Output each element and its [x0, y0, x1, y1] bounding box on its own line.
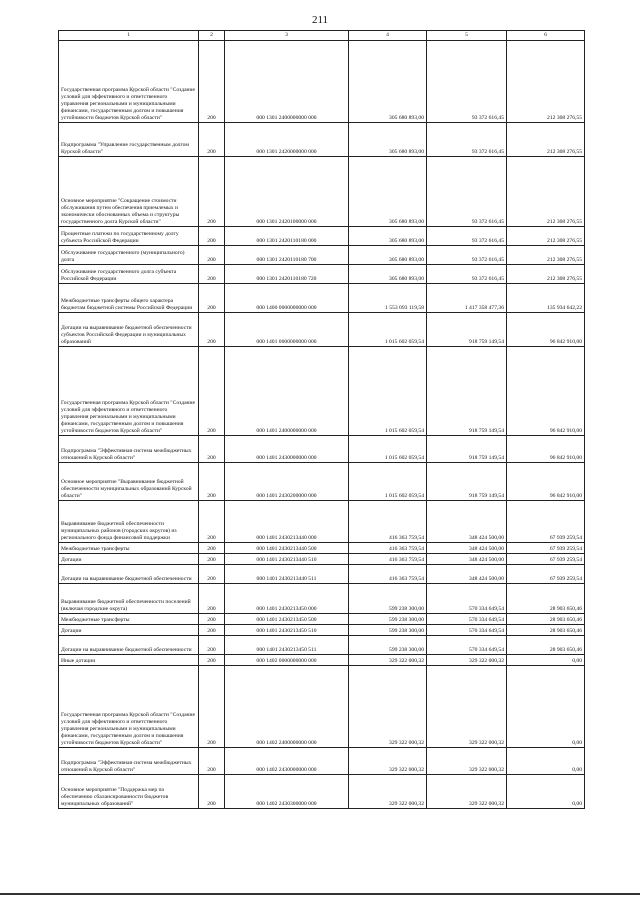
table-row — [59, 748, 585, 775]
row-approved-amount: 329 322 000,32 — [349, 655, 427, 666]
table-body — [59, 41, 585, 809]
row-unexecuted-amount: 212 308 276,55 — [507, 157, 585, 227]
row-name: Иные дотации — [59, 655, 199, 666]
row-budget-classification-code: 000 1401 2430200000 000 — [225, 463, 349, 501]
table-row — [59, 265, 585, 284]
row-executed-amount: 570 334 649,54 — [427, 584, 507, 614]
row-approved-amount: 305 680 893,00 — [349, 246, 427, 265]
table-row — [59, 584, 585, 614]
row-admin-code: 200 — [199, 543, 225, 554]
row-name: Дотации на выравнивание бюджетной обеспеченности — [59, 565, 199, 584]
row-name: Межбюджетные трансферты общего характера бюджетам бюджетной системы Российской Федерации — [59, 284, 199, 313]
row-unexecuted-amount: 28 903 650,46 — [507, 625, 585, 636]
row-unexecuted-amount: 0,00 — [507, 655, 585, 666]
column-header-2: 2 — [199, 31, 225, 41]
row-budget-classification-code: 000 1401 2430213440 510 — [225, 554, 349, 565]
row-budget-classification-code: 000 1402 0000000000 000 — [225, 655, 349, 666]
row-name: Дотации на выравнивание бюджетной обеспеченности субъектов Российской Федерации и муниципальных образований — [59, 313, 199, 347]
row-admin-code: 200 — [199, 636, 225, 655]
table-row — [59, 554, 585, 565]
row-budget-classification-code: 000 1401 2430213440 511 — [225, 565, 349, 584]
row-unexecuted-amount: 96 842 910,00 — [507, 313, 585, 347]
row-executed-amount: 570 334 649,54 — [427, 614, 507, 625]
table-row — [59, 501, 585, 543]
row-admin-code: 200 — [199, 265, 225, 284]
row-executed-amount: 348 424 500,00 — [427, 565, 507, 584]
row-name: Процентные платежи по государственному долгу субъекта Российской Федерации — [59, 227, 199, 246]
row-admin-code: 200 — [199, 227, 225, 246]
row-approved-amount: 416 363 759,54 — [349, 554, 427, 565]
row-admin-code: 200 — [199, 625, 225, 636]
row-executed-amount: 918 759 149,54 — [427, 463, 507, 501]
table-row — [59, 565, 585, 584]
column-header-3: 3 — [225, 31, 349, 41]
table-row — [59, 543, 585, 554]
row-approved-amount: 416 363 759,54 — [349, 501, 427, 543]
row-name: Выравнивание бюджетной обеспеченности поселений (включая городские округа) — [59, 584, 199, 614]
row-name: Основное мероприятие "Поддержка мер по обеспечению сбалансированности бюджетов муниципальных образований" — [59, 775, 199, 809]
table-row — [59, 313, 585, 347]
row-admin-code: 200 — [199, 775, 225, 809]
row-executed-amount: 348 424 500,00 — [427, 501, 507, 543]
row-admin-code: 200 — [199, 157, 225, 227]
table-row — [59, 636, 585, 655]
row-executed-amount: 93 372 616,45 — [427, 157, 507, 227]
row-approved-amount: 1 015 602 059,54 — [349, 463, 427, 501]
row-admin-code: 200 — [199, 748, 225, 775]
row-unexecuted-amount: 96 842 910,00 — [507, 436, 585, 463]
row-name: Государственная программа Курской области "Создание условий для эффективного и ответственного управления региональными и муниципальными финансами, государственным долгом и повышения устойчивости бюджетов Курской области" — [59, 666, 199, 748]
row-budget-classification-code: 000 1401 2430213440 500 — [225, 543, 349, 554]
row-unexecuted-amount: 28 903 650,46 — [507, 584, 585, 614]
row-unexecuted-amount: 28 903 650,46 — [507, 614, 585, 625]
row-budget-classification-code: 000 1301 2400000000 000 — [225, 41, 349, 123]
row-executed-amount: 1 417 358 477,36 — [427, 284, 507, 313]
row-executed-amount: 93 372 616,45 — [427, 246, 507, 265]
row-unexecuted-amount: 67 939 259,54 — [507, 565, 585, 584]
table-row — [59, 284, 585, 313]
row-approved-amount: 1 553 093 119,58 — [349, 284, 427, 313]
row-name: Подпрограмма "Эффективная система межбюджетных отношений в Курской области" — [59, 436, 199, 463]
row-admin-code: 200 — [199, 584, 225, 614]
row-executed-amount: 329 322 000,32 — [427, 748, 507, 775]
row-approved-amount: 599 238 300,00 — [349, 625, 427, 636]
row-approved-amount: 305 680 893,00 — [349, 227, 427, 246]
row-name: Основное мероприятие "Выравнивание бюджетной обеспеченности муниципальных образований Курской области" — [59, 463, 199, 501]
row-admin-code: 200 — [199, 123, 225, 157]
row-budget-classification-code: 000 1301 2420110180 720 — [225, 265, 349, 284]
row-name: Основное мероприятие "Сокращение стоимости обслуживания путем обеспечения приемлемых и экономически обоснованных объема и структуры государственного долга Курской области" — [59, 157, 199, 227]
row-approved-amount: 1 015 602 059,54 — [349, 347, 427, 436]
row-admin-code: 200 — [199, 463, 225, 501]
row-executed-amount: 93 372 616,45 — [427, 265, 507, 284]
row-unexecuted-amount: 212 308 276,55 — [507, 265, 585, 284]
row-admin-code: 200 — [199, 666, 225, 748]
row-admin-code: 200 — [199, 614, 225, 625]
row-admin-code: 200 — [199, 246, 225, 265]
row-unexecuted-amount: 212 308 276,55 — [507, 41, 585, 123]
page-number: 211 — [311, 14, 329, 26]
table-row — [59, 775, 585, 809]
row-budget-classification-code: 000 1301 2420110180 000 — [225, 227, 349, 246]
row-budget-classification-code: 000 1402 2430000000 000 — [225, 748, 349, 775]
column-header-5: 5 — [427, 31, 507, 41]
row-approved-amount: 416 363 759,54 — [349, 565, 427, 584]
row-admin-code: 200 — [199, 565, 225, 584]
table-row — [59, 157, 585, 227]
row-executed-amount: 918 759 149,54 — [427, 436, 507, 463]
column-number-header-row — [59, 31, 585, 41]
row-unexecuted-amount: 0,00 — [507, 748, 585, 775]
page-bottom-rule — [0, 893, 640, 895]
row-admin-code: 200 — [199, 655, 225, 666]
row-unexecuted-amount: 67 939 259,54 — [507, 554, 585, 565]
row-budget-classification-code: 000 1401 2430213450 000 — [225, 584, 349, 614]
table-row — [59, 41, 585, 123]
row-unexecuted-amount: 0,00 — [507, 666, 585, 748]
row-admin-code: 200 — [199, 554, 225, 565]
column-header-1: 1 — [59, 31, 199, 41]
row-unexecuted-amount: 135 934 642,22 — [507, 284, 585, 313]
row-approved-amount: 1 015 602 059,54 — [349, 313, 427, 347]
row-admin-code: 200 — [199, 347, 225, 436]
row-executed-amount: 348 424 500,00 — [427, 554, 507, 565]
row-unexecuted-amount: 212 308 276,55 — [507, 123, 585, 157]
row-admin-code: 200 — [199, 501, 225, 543]
row-budget-classification-code: 000 1402 2400000000 000 — [225, 666, 349, 748]
row-name: Государственная программа Курской области "Создание условий для эффективного и ответственного управления региональными и муниципальными финансами, государственным долгом и повышения устойчивости бюджетов Курской области" — [59, 41, 199, 123]
row-approved-amount: 329 322 000,32 — [349, 748, 427, 775]
row-unexecuted-amount: 96 842 910,00 — [507, 463, 585, 501]
row-unexecuted-amount: 0,00 — [507, 775, 585, 809]
row-name: Обслуживание государственного долга субъекта Российской Федерации — [59, 265, 199, 284]
row-name: Подпрограмма "Эффективная система межбюджетных отношений в Курской области" — [59, 748, 199, 775]
row-name: Межбюджетные трансферты — [59, 614, 199, 625]
row-unexecuted-amount: 96 842 910,00 — [507, 347, 585, 436]
row-budget-classification-code: 000 1401 2430213450 500 — [225, 614, 349, 625]
row-admin-code: 200 — [199, 436, 225, 463]
row-budget-classification-code: 000 1301 2420100000 000 — [225, 157, 349, 227]
table-row — [59, 625, 585, 636]
table-row — [59, 246, 585, 265]
row-budget-classification-code: 000 1402 2430300000 000 — [225, 775, 349, 809]
row-admin-code: 200 — [199, 284, 225, 313]
column-header-4: 4 — [349, 31, 427, 41]
row-name: Межбюджетные трансферты — [59, 543, 199, 554]
row-executed-amount: 93 372 616,45 — [427, 41, 507, 123]
row-budget-classification-code: 000 1400 0000000000 000 — [225, 284, 349, 313]
budget-execution-table — [58, 30, 585, 809]
row-approved-amount: 599 238 300,00 — [349, 636, 427, 655]
row-unexecuted-amount: 212 308 276,55 — [507, 227, 585, 246]
row-executed-amount: 329 322 000,32 — [427, 655, 507, 666]
table-row — [59, 463, 585, 501]
row-executed-amount: 93 372 616,45 — [427, 123, 507, 157]
row-budget-classification-code: 000 1401 0000000000 000 — [225, 313, 349, 347]
row-name: Подпрограмма "Управление государственным долгом Курской области" — [59, 123, 199, 157]
row-name: Обслуживание государственного (муниципального) долга — [59, 246, 199, 265]
row-approved-amount: 416 363 759,54 — [349, 543, 427, 554]
row-name: Государственная программа Курской области "Создание условий для эффективного и ответственного управления региональными и муниципальными финансами, государственным долгом и повышения устойчивости бюджетов Курской области" — [59, 347, 199, 436]
row-budget-classification-code: 000 1301 2420110180 700 — [225, 246, 349, 265]
row-executed-amount: 570 334 649,54 — [427, 625, 507, 636]
row-budget-classification-code: 000 1401 2430000000 000 — [225, 436, 349, 463]
row-executed-amount: 570 334 649,54 — [427, 636, 507, 655]
row-approved-amount: 329 322 000,32 — [349, 666, 427, 748]
row-budget-classification-code: 000 1401 2430213440 000 — [225, 501, 349, 543]
column-header-6: 6 — [507, 31, 585, 41]
row-budget-classification-code: 000 1401 2430213450 510 — [225, 625, 349, 636]
row-executed-amount: 918 759 149,54 — [427, 347, 507, 436]
table-row — [59, 227, 585, 246]
row-approved-amount: 305 680 893,00 — [349, 157, 427, 227]
row-unexecuted-amount: 212 308 276,55 — [507, 246, 585, 265]
row-approved-amount: 1 015 602 059,54 — [349, 436, 427, 463]
table-row — [59, 436, 585, 463]
table-row — [59, 123, 585, 157]
row-budget-classification-code: 000 1401 2430213450 511 — [225, 636, 349, 655]
row-executed-amount: 348 424 500,00 — [427, 543, 507, 554]
table-row — [59, 655, 585, 666]
table-row — [59, 614, 585, 625]
table-row — [59, 347, 585, 436]
row-executed-amount: 329 322 000,32 — [427, 775, 507, 809]
row-admin-code: 200 — [199, 313, 225, 347]
row-approved-amount: 305 680 893,00 — [349, 265, 427, 284]
row-admin-code: 200 — [199, 41, 225, 123]
row-approved-amount: 305 680 893,00 — [349, 41, 427, 123]
row-approved-amount: 599 238 300,00 — [349, 614, 427, 625]
row-budget-classification-code: 000 1401 2400000000 000 — [225, 347, 349, 436]
row-name: Дотации — [59, 554, 199, 565]
row-executed-amount: 918 759 149,54 — [427, 313, 507, 347]
row-executed-amount: 329 322 000,32 — [427, 666, 507, 748]
row-approved-amount: 599 238 300,00 — [349, 584, 427, 614]
row-executed-amount: 93 372 616,45 — [427, 227, 507, 246]
row-unexecuted-amount: 28 903 650,46 — [507, 636, 585, 655]
row-budget-classification-code: 000 1301 2420000000 000 — [225, 123, 349, 157]
table-row — [59, 666, 585, 748]
row-unexecuted-amount: 67 939 259,54 — [507, 501, 585, 543]
row-unexecuted-amount: 67 939 259,54 — [507, 543, 585, 554]
row-name: Дотации на выравнивание бюджетной обеспеченности — [59, 636, 199, 655]
row-approved-amount: 329 322 000,32 — [349, 775, 427, 809]
row-name: Дотации — [59, 625, 199, 636]
row-name: Выравнивание бюджетной обеспеченности муниципальных районов (городских округов) из регионального фонда финансовой поддержки — [59, 501, 199, 543]
row-approved-amount: 305 680 893,00 — [349, 123, 427, 157]
